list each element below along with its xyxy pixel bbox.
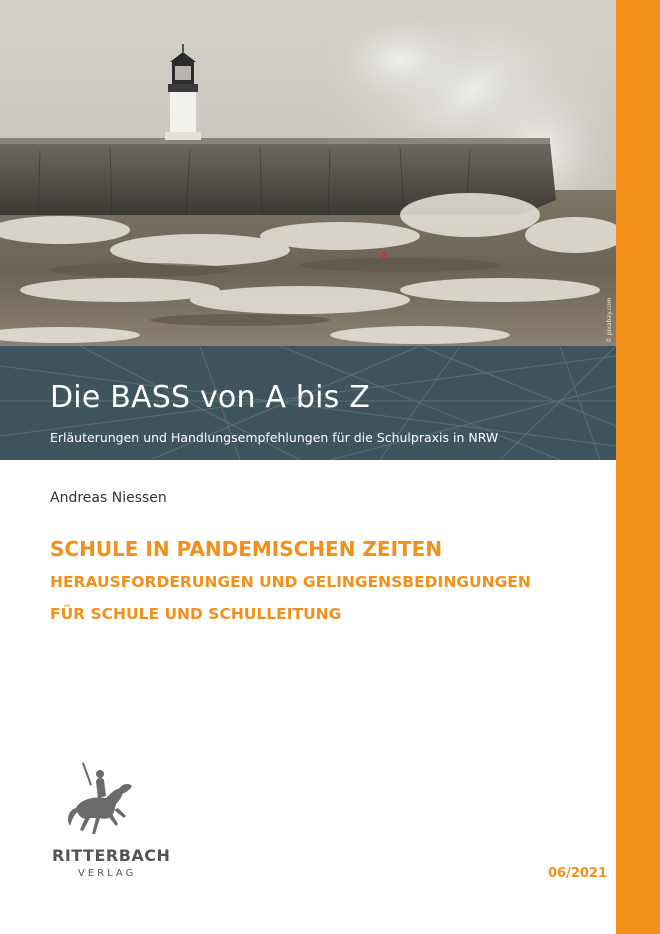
knight-logo-icon <box>58 760 158 840</box>
cover-photo <box>0 0 616 346</box>
series-subtitle: Erläuterungen und Handlungsempfehlungen für die Schulpraxis in NRW <box>50 430 499 445</box>
photo-credit: © pixabay.com <box>606 297 613 343</box>
headline-line-3: FÜR SCHULE UND SCHULLEITUNG <box>50 605 342 623</box>
author-name: Andreas Niessen <box>50 490 167 506</box>
series-title: Die BASS von A bis Z <box>50 380 370 415</box>
publisher-sub: VERLAG <box>78 868 137 879</box>
headline-line-2: HERAUSFORDERUNGEN UND GELINGENSBEDINGUNGEN <box>50 573 531 591</box>
orange-side-bar <box>616 0 660 934</box>
issue-number: 06/2021 <box>548 866 608 881</box>
publisher-name: RITTERBACH <box>52 846 171 865</box>
headline-main: SCHULE IN PANDEMISCHEN ZEITEN <box>50 537 443 561</box>
